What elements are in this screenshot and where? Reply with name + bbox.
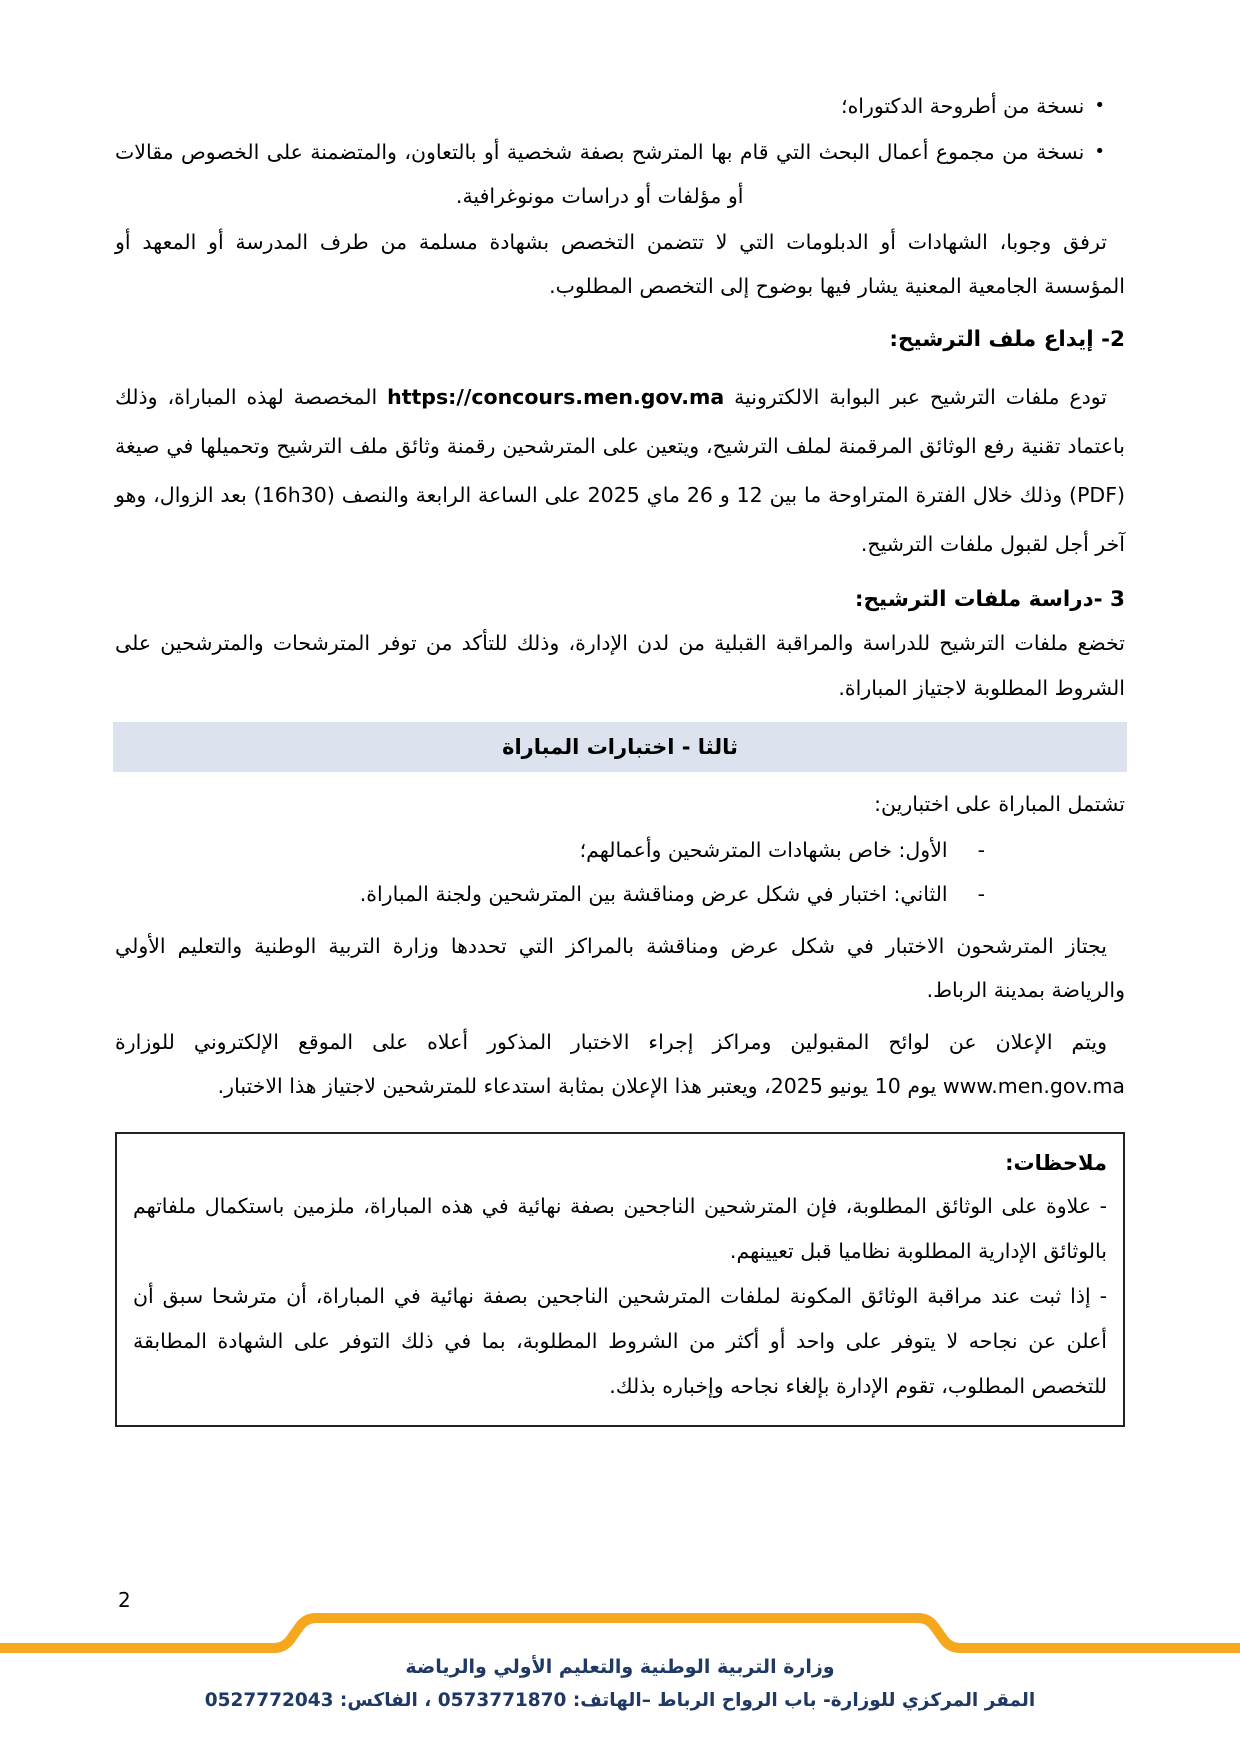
paragraph-deposit (115, 373, 1125, 568)
ribbon-path (0, 1618, 1240, 1648)
section-heading-study: 3 -دراسة ملفات الترشيح: (854, 587, 1125, 613)
bullet-icon: • (1094, 95, 1105, 116)
paragraph-exam-venue: يجتاز المترشحون الاختبار في شكل عرض ومناقشة بالمراكز التي تحددها وزارة التربية الوطنية والتعليم الأولي والرياضة بمدينة الرباط. (115, 933, 1125, 1002)
list-item (115, 130, 1105, 218)
list-item (115, 828, 985, 872)
paragraph-attach-requirement: ترفق وجوبا، الشهادات أو الدبلومات التي لا تتضمن التخصص بشهادة مسلمة من طرف المدرسة أو المعهد أو المؤسسة الجامعية المعنية يشار فيها بوضوح إلى التخصص المطلوب. (115, 230, 1125, 299)
footer-ribbon-decoration (0, 1598, 1240, 1662)
dash-text: الأول: خاص بشهادات المترشحين وأعمالهم؛ (579, 837, 948, 862)
list-item (115, 872, 985, 916)
dash-list (115, 828, 1125, 916)
bullet-text: نسخة من أطروحة الدكتوراه؛ (841, 94, 1085, 118)
ministry-website-url: www.men.gov.ma (942, 1073, 1125, 1098)
page-number: 2 (118, 1588, 131, 1612)
note-item: - إذا ثبت عند مراقبة الوثائق المكونة لملفات المترشحين الناجحين بصفة نهائية في المباراة، أن مترشحا سبق أن أعلن عن نجاحه لا يتوفر على واحد أو أكثر من الشروط المطلوبة، بما في ذلك التوفر على الشهادة المطابقة للتخصص المطلوب، تقوم الإدارة بإلغاء نجاحه وإخباره بذلك. (133, 1284, 1107, 1399)
notes-heading: ملاحظات: (1005, 1151, 1107, 1175)
paragraph-study: تخضع ملفات الترشيح للدراسة والمراقبة القبلية من لدن الإدارة، وذلك للتأكد من توفر المترشحات والمترشحين على الشروط المطلوبة لاجتياز المباراة. (115, 631, 1125, 700)
section-banner-exams: ثالثا - اختبارات المباراة (113, 722, 1127, 772)
section-heading-deposit: 2- إيداع ملف الترشيح: (889, 327, 1125, 353)
dash-icon: - (977, 881, 985, 906)
deposit-text-after-url: المخصصة لهذه المباراة، وذلك باعتماد تقنية رفع الوثائق المرقمنة لملف الترشيح، ويتعين على المترشحين رقمنة وثائق ملف الترشيح وتحميلها في صيغة (PDF) وذلك خلال الفترة المتراوحة ما بين 12 و 26 ماي 2025 على الساعة الرابعة والنصف (16h30) بعد الزوال، وهو آخر أجل لقبول ملفات الترشيح. (115, 385, 1126, 556)
note-item: - علاوة على الوثائق المطلوبة، فإن المترشحين الناجحين بصفة نهائية في هذه المباراة، ملزمين باستكمال ملفاتهم بالوثائق الإدارية المطلوبة نظاميا قبل تعيينهم. (133, 1194, 1107, 1264)
announce-text-before-url: ويتم الإعلان عن لوائح المقبولين ومراكز إجراء الاختبار المذكور أعلاه على الموقع الإلكتروني للوزارة (115, 1029, 1107, 1054)
footer-address: المقر المركزي للوزارة- باب الرواح الرباط –الهاتف: 0573771870 ، الفاكس: 0527772043 (204, 1690, 1036, 1711)
paragraph-announcement (115, 1020, 1125, 1108)
footer-ministry-name: وزارة التربية الوطنية والتعليم الأولي والرياضة (405, 1656, 835, 1678)
concours-url: https://concours.men.gov.ma (387, 385, 725, 410)
bullet-text: نسخة من مجموع أعمال البحث التي قام بها المترشح بصفة شخصية أو بالتعاون، والمتضمنة على الخصوص مقالات أو مؤلفات أو دراسات مونوغرافية. (115, 140, 1085, 209)
bullet-list (115, 84, 1125, 218)
footer (0, 1656, 1240, 1711)
dash-icon: - (977, 837, 985, 862)
list-item (115, 84, 1105, 128)
bullet-icon: • (1094, 141, 1105, 163)
deposit-text-before-url: تودع ملفات الترشيح عبر البوابة الالكترونية (724, 385, 1108, 410)
paragraph-exams-intro: تشتمل المباراة على اختبارين: (874, 791, 1125, 816)
dash-text: الثاني: اختبار في شكل عرض ومناقشة بين المترشحين ولجنة المباراة. (359, 881, 948, 906)
announce-text-after-url: يوم 10 يونيو 2025، ويعتبر هذا الإعلان بمثابة استدعاء للمترشحين لاجتياز هذا الاختبار. (217, 1073, 943, 1098)
notes-box (115, 1132, 1125, 1427)
